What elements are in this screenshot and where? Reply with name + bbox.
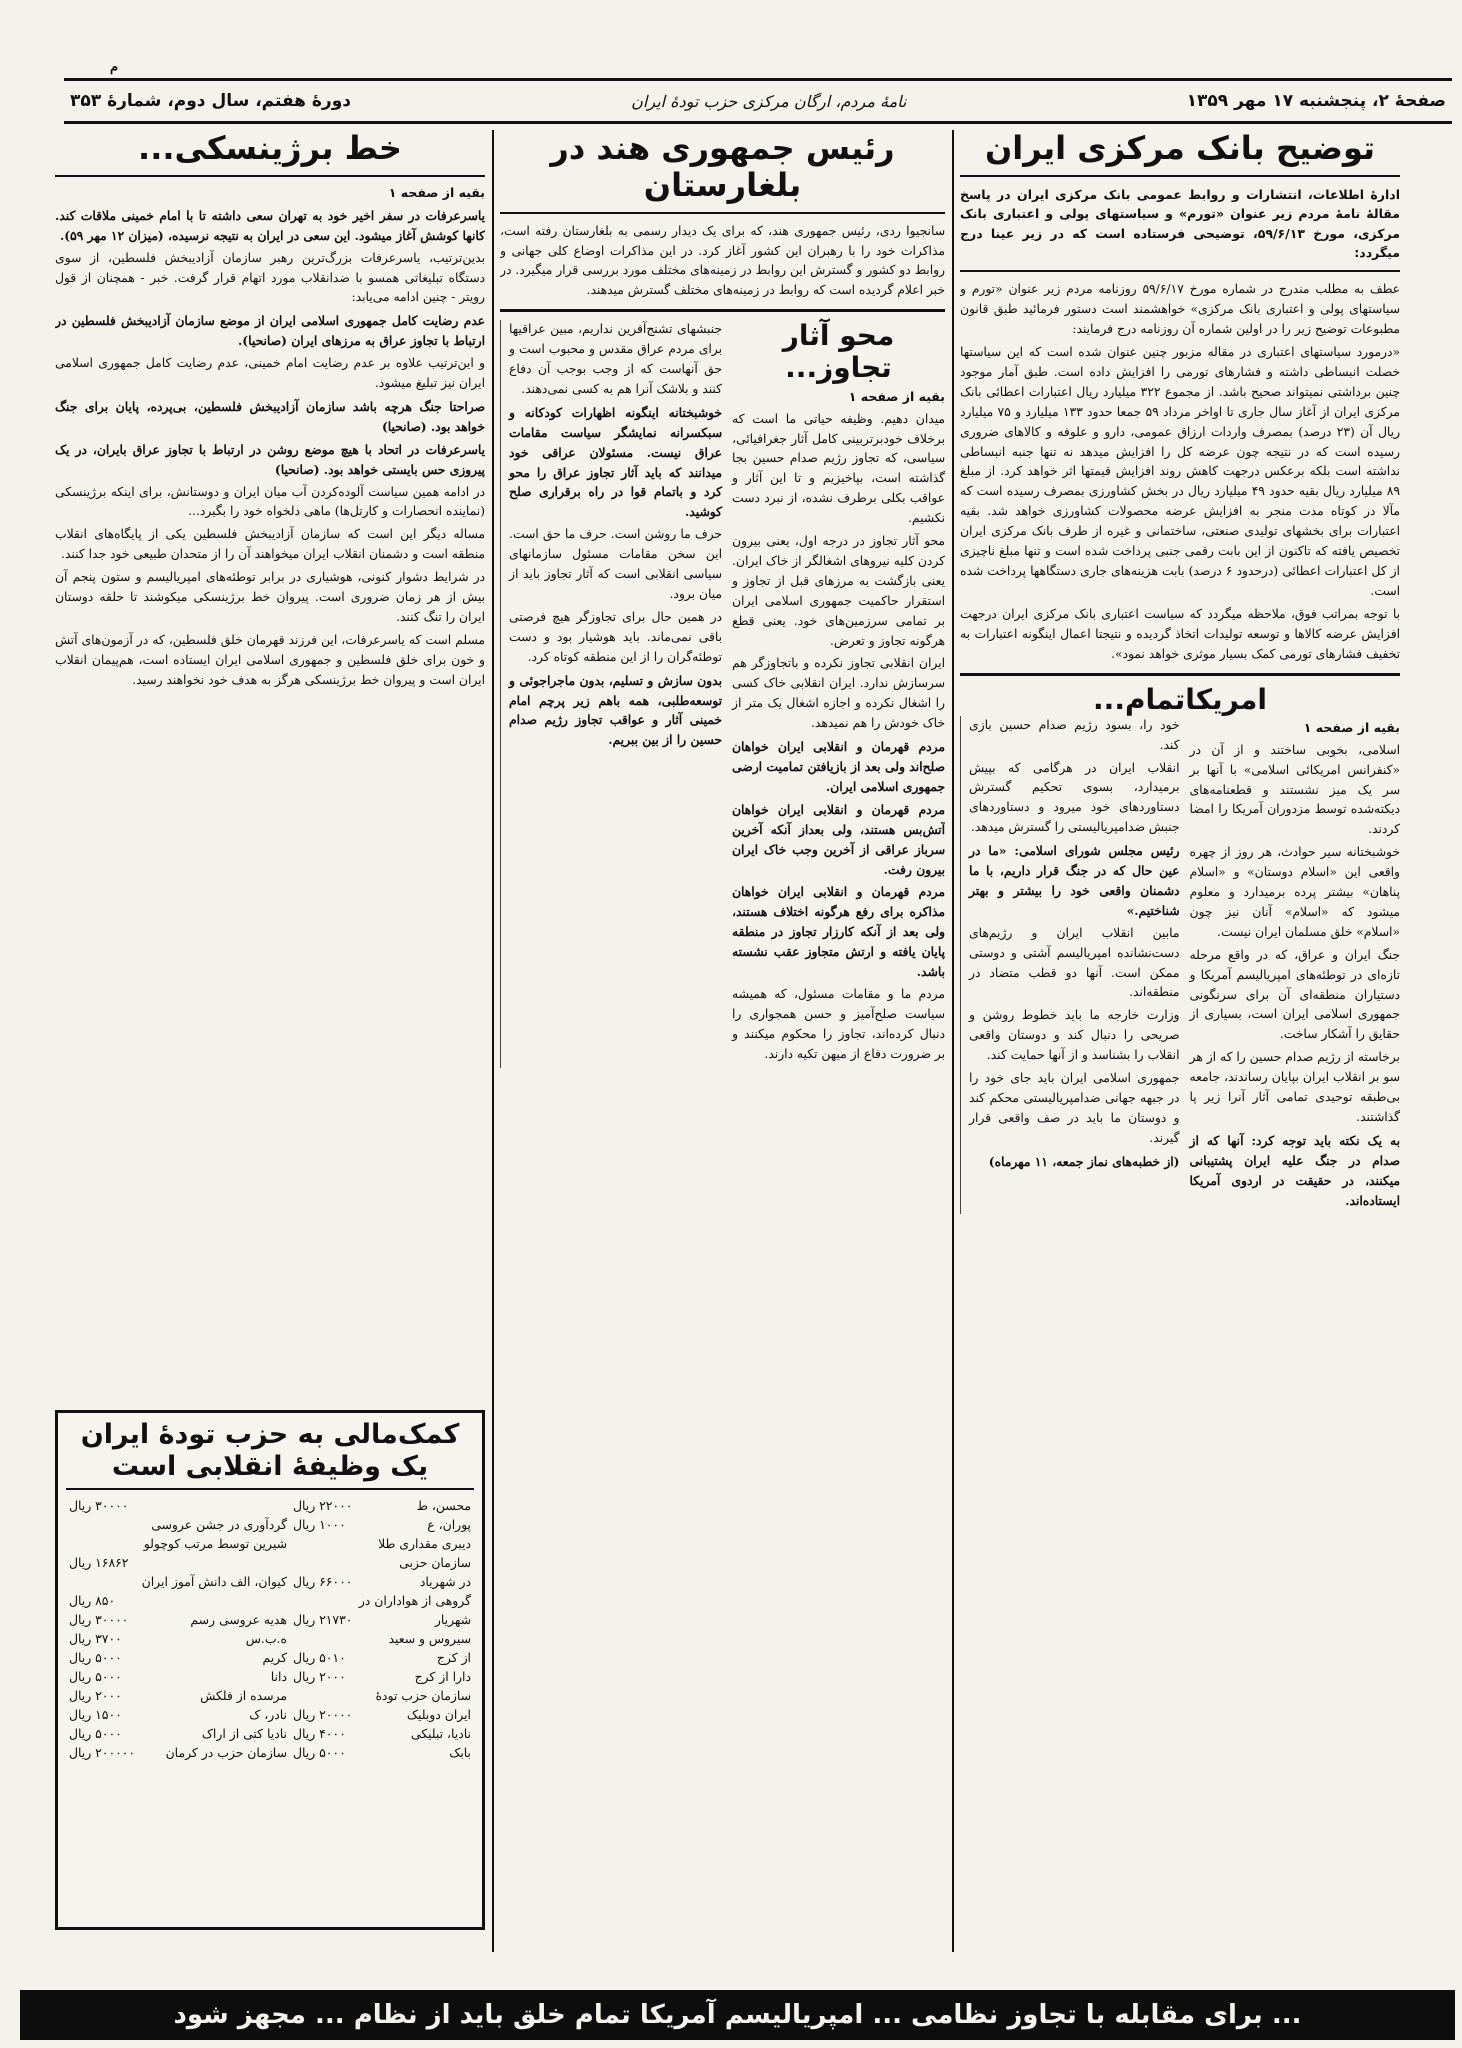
america-continued: بقیه از صفحه ۱ (1303, 719, 1400, 735)
donor-amount (66, 1515, 138, 1534)
donation-row (66, 1515, 474, 1534)
donor-name: محسن، ط (416, 1497, 471, 1513)
bank-paragraph: عطف به مطلب مندرج در شماره مورخ ۵۹/۶/۱۷ روزنامه مردم زیر عنوان «تورم و سیاستهای پولی و اعتباری بانک مرکزی» خواهشمند است دستور فرمائید طبق قانون مطبوعات توضیح زیر را در اولین شماره آن روزنامه درج فرمایند: (960, 282, 1400, 337)
donor-amount: ۳۰۰۰۰ ریال (69, 1611, 129, 1627)
bank-article-title: توضیح بانک مرکزی ایران (984, 130, 1376, 167)
aggression-continued: بقیه از صفحه ۱ (848, 388, 945, 404)
america-paragraph: جنگ ایران و عراق، که در واقع مرحله تازه‌ای در توطئه‌های امپریالیسم آمریکا و دستیاران منطقه‌ای آن برای سرنگونی جمهوری اسلامی ایران است، بسیاری از حقایق را آشکار ساخت. (1189, 947, 1400, 1042)
donor-amount: ۴۰۰۰ ریال (292, 1725, 346, 1741)
divider (500, 309, 945, 312)
donor-amount: ۵۰۰۰ ریال (69, 1649, 122, 1665)
donation-row (66, 1572, 474, 1591)
donation-row (66, 1705, 474, 1724)
donor-name: دانا (270, 1668, 287, 1684)
right-column (960, 130, 1400, 1952)
aggression-col-left (500, 320, 722, 1067)
middle-column (500, 130, 945, 1952)
aggression-paragraph: مردم قهرمان و انقلابی ایران خواهان مذاکره برای رفع هرگونه اختلاف هستند، ولی بعد از آنکه کارزار تجاوز در منطقه پایان یافته و ارتش متجاوز عقب نشسته باشد. (732, 884, 945, 980)
donor-name: دارا از کرج (414, 1668, 471, 1684)
donor-name: کیوان، الف دانش آموز ایران (141, 1573, 287, 1589)
donor-name (138, 1496, 290, 1515)
brzezinski-paragraph: مسلم است که یاسرعرفات، این فرزند قهرمان خلق فلسطین، که در آزمون‌های آتش و خون برای خلق فلسطین و جمهوری اسلامی ایران ایستاده است، هم‌پیمان انقلاب ایران است و پیروان خط برژینسکی هرگز به هدف خود نخواهند رسید. (55, 632, 485, 687)
aggression-columns (500, 320, 945, 1067)
brzezinski-paragraph: و این‌ترتیب علاوه بر عدم رضایت امام خمینی، عدم رضایت کامل جمهوری اسلامی ایران نیز تبلیغ میشود. (55, 356, 485, 391)
aggression-col-right (732, 320, 945, 1067)
donor-amount (290, 1553, 356, 1572)
donor-name: هدیه عروسی رسم (190, 1611, 287, 1627)
donor-name: نادیا کتی از اراک (201, 1725, 287, 1741)
issue-number: دورهٔ هفتم، سال دوم، شمارهٔ ۳۵۳ (70, 91, 351, 111)
donor-amount: ۲۰۰۰ ریال (69, 1687, 122, 1703)
america-col-left (960, 716, 1180, 1214)
donation-row (66, 1686, 474, 1705)
divider (960, 270, 1400, 272)
donation-row (66, 1724, 474, 1743)
donor-amount: ۲۲۰۰۰ ریال (292, 1497, 353, 1513)
america-paragraph: رئیس مجلس شورای اسلامی: «ما در عین حال که در جنگ قرار داریم، با ما دشمنان واقعی خود را بیشتر و بهتر شناختیم.» (969, 843, 1180, 918)
donor-name: ه.ب.س (245, 1630, 287, 1646)
banner-text: ... برای مقابله با تجاوز نظامی ... امپریالیسم آمریکا تمام خلق باید از نظام ... مجهز شود (173, 2000, 1302, 2030)
donor-name: ایران دوبلیک (406, 1706, 471, 1722)
donation-row (66, 1629, 474, 1648)
donor-amount: ۱۰۰۰ ریال (292, 1516, 346, 1532)
donor-amount: ۵۰۰۰ ریال (69, 1725, 122, 1741)
donor-amount: ۱۵۰۰ ریال (69, 1706, 122, 1722)
donations-table (66, 1496, 474, 1762)
donor-amount: ۵۰۱۰ ریال (292, 1649, 346, 1665)
aggression-paragraph: ایران انقلابی تجاوز نکرده و باتجاوزگر هم سرسازش ندارد. ایران انقلابی خاک کسی را اشغال نکرده و اجازه اشغال یک متر از خاک خودش را هم نمیدهد. (732, 656, 945, 731)
donor-name (138, 1591, 290, 1610)
america-paragraph: به یک نکته باید توجه کرد: آنها که از صدام در جنگ علیه ایران پشتیبانی میکنند، در حقیقت در اردوی آمریکا ایستاده‌اند. (1189, 1132, 1400, 1208)
divider (500, 212, 945, 214)
top-mark: م (110, 60, 119, 75)
america-paragraph: جمهوری اسلامی ایران باید جای خود را در جبهه جهانی ضدامپریالیستی محکم کند و دوستان ما باید در صف واقعی قرار گیرند. (969, 1071, 1180, 1145)
brzezinski-paragraph: در شرایط دشوار کنونی، هوشیاری در برابر توطئه‌های امپریالیسم و ستون پنجم آن بیش از هر زمان ضروری است. پیروان خط برژینسکی میکوشند تا حلقه دوستان ایران را تنگ کنند. (55, 570, 485, 625)
india-article-title: رئیس جمهوری هند در بلغارستان (550, 130, 895, 204)
bank-article-intro: ادارهٔ اطلاعات، انتشارات و روابط عمومی بانک مرکزی ایران در پاسخ مقالهٔ نامهٔ مردم زیر عنوان «تورم» و سیاستهای پولی و اعتباری بانک مرکزی، مورخ ۵۹/۶/۱۳، توضیحی فرستاده است که در زیر عینا درج میگردد: (960, 186, 1400, 260)
divider (960, 175, 1400, 177)
aggression-paragraph: میدان دهیم. وظیفه حیاتی ما است که برخلاف خودبرتربینی کامل آثار جغرافیائی، سیاسی، که تجاوز رژیم صدام حسین بجا گذاشته است، بپاخیزیم و تا این آثار و عواقب بکلی برطرف نشده، از نبرد دست نکشیم. (732, 411, 945, 526)
donor-name: نادیا، تبلیکی (410, 1725, 471, 1741)
donor-name: دیبری مقداری طلا (378, 1535, 471, 1551)
donor-name: در شهریاد (419, 1573, 471, 1589)
america-paragraph: انقلاب ایران در هرگامی که بپیش برمیدارد، بسوی تحکیم گسترش دستاوردهای خود میرود و دستاوردهای جنبش ضدامپریالیستی را گسترش میدهد. (969, 760, 1180, 835)
america-paragraph: مابین انقلاب ایران و رژیم‌های دست‌نشانده امپریالیسم آشتی و دوستی ممکن است. آنها دو قطب متضاد در منطقه‌اند. (969, 925, 1180, 1000)
paper-name: نامهٔ مردم، ارگان مرکزی حزب تودهٔ ایران (631, 91, 907, 111)
donor-amount: ۵۰۰۰ ریال (69, 1668, 122, 1684)
divider (55, 175, 485, 177)
america-paragraph: خود را، بسود رژیم صدام حسین بازی کند. (969, 717, 1180, 752)
aggression-paragraph: در همین حال برای تجاوزگر هیچ فرصتی باقی نمی‌ماند. باید هوشیار بود و دست توطئه‌گران را از این منطقه کوتاه کرد. (509, 609, 722, 664)
brzezinski-paragraph: صراحتا جنگ هرچه باشد سازمان آزادیبخش فلسطین، بی‌پرده، پایان برای جنگ خواهد بود. (صانحیا) (55, 398, 485, 434)
aggression-paragraph: مردم قهرمان و انقلابی ایران خواهان صلح‌اند ولی بعد از بازیافتن تمامیت ارضی جمهوری اسلامی ایران. (732, 739, 945, 794)
donor-amount: ۳۰۰۰۰ ریال (69, 1497, 129, 1513)
america-paragraph: وزارت خارجه ما باید خطوط روشن و صریحی را دنبال کند و دوستان واقعی انقلاب را بشناسد و از آنها حمایت کند. (969, 1008, 1180, 1063)
brzezinski-paragraph: یاسرعرفات در اتحاد با هیچ موضع روشن در ارتباط با تجاوز عراق بایران، در یک پیروزی حس بایستی خواهد بود. (صانحیا) (55, 441, 485, 477)
donor-name: گروهی از هواداران در (358, 1592, 471, 1608)
america-paragraph: اسلامی، بخوبی ساختند و از آن در «کنفرانس امریکائی اسلامی» با آنها بر سر یک میز نشستند و قطعنامه‌های دیکته‌شده توسط مزدوران آمریکا را امضا کردند. (1189, 742, 1400, 837)
aggression-paragraph: مردم قهرمان و انقلابی ایران خواهان آتش‌بس هستند، ولی بعداز آنکه آخرین سرباز عراقی از آخرین وجب خاک ایران بیرون رفت. (732, 801, 945, 877)
aggression-paragraph: حرف ما روشن است. حرف ما حق است. این سخن مقامات مسئول سازمانهای سیاسی انقلابی است که آثار تجاوز باید از میان برود. (509, 527, 722, 601)
donor-amount (290, 1591, 356, 1610)
aggression-article-title: محو آثار تجاوز... (782, 319, 895, 385)
america-col-right (1190, 716, 1401, 1214)
donor-amount: ۶۶۰۰۰ ریال (292, 1573, 353, 1589)
donor-name: سازمان حزب تودهٔ (375, 1687, 471, 1703)
donation-row (66, 1610, 474, 1629)
donor-amount: ۱۶۸۶۲ ریال (69, 1554, 129, 1570)
donation-row (66, 1667, 474, 1686)
donations-box (55, 1410, 485, 1930)
masthead (64, 78, 1452, 124)
left-column (55, 130, 485, 1398)
brzezinski-paragraph: بدین‌ترتیب، یاسرعرفات بزرگ‌ترین رهبر سازمان آزادیبخش فلسطین، از سوی دستگاه تبلیغاتی همسو با ضدانقلاب مورد اتهام قرار گرفت. خبر - همچنان از قول رویتر - چنین ادامه می‌یابد: (55, 250, 485, 305)
donor-amount: ۲۰۰۰۰۰ ریال (69, 1744, 136, 1760)
aggression-paragraph: خوشبختانه اینگونه اظهارات کودکانه و سبکسرانه نمایشگر سیاست مقامات عراق نیست. مسئولان عراقی خود میدانند که باید آثار تجاوز عراق را محو کرد و باتمام قوا در راه برقراری صلح کوشید. (509, 404, 722, 520)
donor-amount: ۲۱۷۳۰ ریال (292, 1611, 353, 1627)
donor-name: گردآوری در جشن عروسی (151, 1516, 287, 1532)
donor-name: سیروس و سعید (388, 1630, 471, 1646)
issue-date: صفحهٔ ۲، پنجشنبه ۱۷ مهر ۱۳۵۹ (1186, 91, 1446, 111)
aggression-paragraph: جنبشهای تشنج‌آفرین نداریم، مبین عراقیها برای مردم عراق مقدس و محبوب است و حق آنهاست که از وجب بوجب آن دفاع کنند و بلاشک آنرا هم به کسی نمی‌دهند. (509, 322, 722, 396)
america-paragraph: برخاسته از رژیم صدام حسین را که از هر سو بر انقلاب ایران بپایان رساندند، جامعه بی‌طبقه توحیدی تمامی آثار آنرا زیر پا گذاشتند. (1189, 1050, 1400, 1125)
donor-name: نادر، ک (249, 1706, 287, 1722)
donor-name (138, 1553, 290, 1572)
donor-name: پوران، ع (427, 1516, 471, 1532)
america-article-title: امریکاتمام... (1093, 682, 1267, 716)
donor-name: کریم (262, 1649, 287, 1665)
donation-row (66, 1591, 474, 1610)
brzezinski-article-title: خط برژینسکی... (138, 130, 402, 167)
bottom-banner (20, 1990, 1455, 2040)
brzezinski-continued: بقیه از صفحه ۱ (388, 184, 485, 200)
donor-name: مرسده از فلکش (200, 1687, 287, 1703)
donor-name: سازمان حزب در کرمان (165, 1744, 287, 1760)
bank-paragraph: با توجه بمراتب فوق، ملاحظه میگردد که سیاست اعتباری بانک مرکزی ایران درجهت افزایش عرضه کالاها و توسعه تولیدات اتخاذ گردیده و نتیجتا اعمال اینگونه اعتبارات به تخفیف فشارهای تورمی کمک بسیار موثری خواهد نمود». (960, 606, 1400, 661)
donor-amount: ۸۵۰ ریال (69, 1592, 116, 1608)
column-rule (952, 130, 954, 1952)
donor-amount (290, 1686, 356, 1705)
donor-name: بابک (449, 1744, 471, 1760)
column-rule (492, 130, 494, 1952)
aggression-paragraph: محو آثار تجاوز در درجه اول، یعنی بیرون کردن کلیه نیروهای اشغالگر از خاک ایران. یعنی بازگشت به مرزهای قبل از تجاوز و استقرار حاکمیت جمهوری اسلامی ایران بر تمامی سرزمین‌های خود. یعنی قطع هرگونه تجاوز و تعرض. (732, 534, 945, 648)
donor-amount: ۳۷۰۰ ریال (69, 1630, 122, 1646)
donations-title: کمک‌مالی به حزب تودهٔ ایران یک وظیفهٔ انقلابی است (66, 1419, 474, 1490)
donor-name: از کرج (436, 1649, 471, 1665)
donor-amount: ۲۰۰۰۰ ریال (292, 1706, 353, 1722)
donor-amount (290, 1629, 356, 1648)
donor-name: سازمان حزبی (399, 1554, 471, 1570)
donor-name: شیرین توسط مرتب کوچولو (143, 1535, 287, 1551)
donor-amount (290, 1534, 356, 1553)
bank-paragraph: «درمورد سیاستهای اعتباری در مقاله مزبور چنین عنوان شده است که این سیاستها خصلت انبساطی داشته و فشارهای تورمی را افزایش داده است. طبق آمار موجود چنین برداشتی نمیتواند صحیح باشد. از مجموع ۳۲۲ میلیارد ریال اعتبارات اعطائی بانک مرکزی ایران از آغاز سال جاری تا اواخر مرداد ۵۹ جمعا حدود ۱۳۳ میلیارد و ۷۵ میلیارد ریال آن (۲۳ درصد) بمصرف واردات ارزاق عمومی، دارو و علوفه و کالاهای ضروری رسیده است که در نتیجه چون عرضه کل را افزایش میدهد نه تنها جنبه انبساطی نداشته است بلکه برعکس درجهت کاهش روند افزایش قیمتها اثر خواهد کرد. از مبلغ ۸۹ میلیارد ریال بقیه حدود ۴۹ میلیارد ریال در بخش کشاورزی بمصرف رسیده است که مآلا در کوتاه مدت منجر به افزایش عرضه محصولات کشاورزی خواهد شد. بقیه اعتبارات برای بخشهای تولیدی صنعتی، ساختمانی و غیره از طرف بانک مرکزی ایران تخصیص یافته که تاکنون از این بابت رقمی جنبی پرداخت شده است و تنها مبلغ ناچیزی از کل اعتبارات اعطائی (درحدود ۶ درصد) بابت هزینه‌های جاری دستگاهها پرداخت شده است. (960, 345, 1400, 598)
donor-amount (66, 1572, 138, 1591)
brzezinski-paragraph: در ادامه همین سیاست آلوده‌کردن آب میان ایران و دوستانش، برای اینکه برژینسکی (نماینده انحصارات و کارتل‌ها) ماهی دلخواه خود را بگیرد... (55, 484, 485, 519)
india-body: سانجیوا ردی، رئیس جمهوری هند، که برای یک دیدار رسمی به بلغارستان رفته است، مذاکرات خود را با رهبران این کشور آغاز کرد. در این مذاکرات اوضاع کلی جهانی و روابط دو کشور و گسترش این روابط در زمینه‌های مختلف مورد بررسی قرار میگیرد. در خبر اعلام گردیده است که روابط در زمینه‌های مختلف گسترش میدهند. (500, 223, 945, 298)
america-columns (960, 716, 1400, 1214)
aggression-paragraph: مردم ما و مقامات مسئول، که همیشه سیاست صلح‌آمیز و حسن همجواری را دنبال کرده‌اند، تجاوز را محکوم میکنند و بر ضرورت دفاع از میهن تکیه دارند. (732, 986, 945, 1061)
donation-row (66, 1743, 474, 1762)
aggression-paragraph: بدون سازش و تسلیم، بدون ماجراجوئی و توسعه‌طلبی، همه باهم زیر پرچم امام خمینی آثار و عواقب تجاوز رژیم صدام حسین را از بین ببریم. (509, 672, 722, 748)
donation-row (66, 1648, 474, 1667)
brzezinski-paragraph: یاسرعرفات در سفر اخیر خود به تهران سعی داشته تا با امام خمینی ملاقات کند. کانها کوشش آغاز میشود. این سعی در ایران به نتیجه نرسیده، (میزان ۱۲ مهر ۵۹). (55, 207, 485, 243)
donation-row (66, 1534, 474, 1553)
donation-row (66, 1553, 474, 1572)
divider (960, 673, 1400, 676)
america-paragraph: (از خطبه‌های نماز جمعه، ۱۱ مهرماه) (988, 1153, 1180, 1169)
donor-name: شهریار (434, 1611, 471, 1627)
donation-row (66, 1496, 474, 1515)
donor-amount (66, 1534, 138, 1553)
brzezinski-paragraph: مساله دیگر این است که سازمان آزادیبخش فلسطین یکی از پایگاه‌های انقلاب منطقه است و دشمنان انقلاب ایران میخواهند آن را از متحدان طبیعی خود جدا کنند. (55, 527, 485, 562)
donor-amount: ۲۰۰۰ ریال (292, 1668, 346, 1684)
america-paragraph: خوشبختانه سیر حوادث، هر روز از چهره واقعی این «اسلام دوستان» و «اسلام پناهان» بیشتر پرده برمیدارد و معلوم میشود که «اسلام» آنان نیز چون «اسلام» خلق مسلمان ایران نیست. (1189, 845, 1400, 939)
donor-amount: ۵۰۰۰ ریال (292, 1744, 346, 1760)
brzezinski-paragraph: عدم رضایت کامل جمهوری اسلامی ایران از موضع سازمان آزادیبخش فلسطین در ارتباط با تجاوز عراق به مرزهای ایران (صانحیا). (55, 313, 485, 349)
